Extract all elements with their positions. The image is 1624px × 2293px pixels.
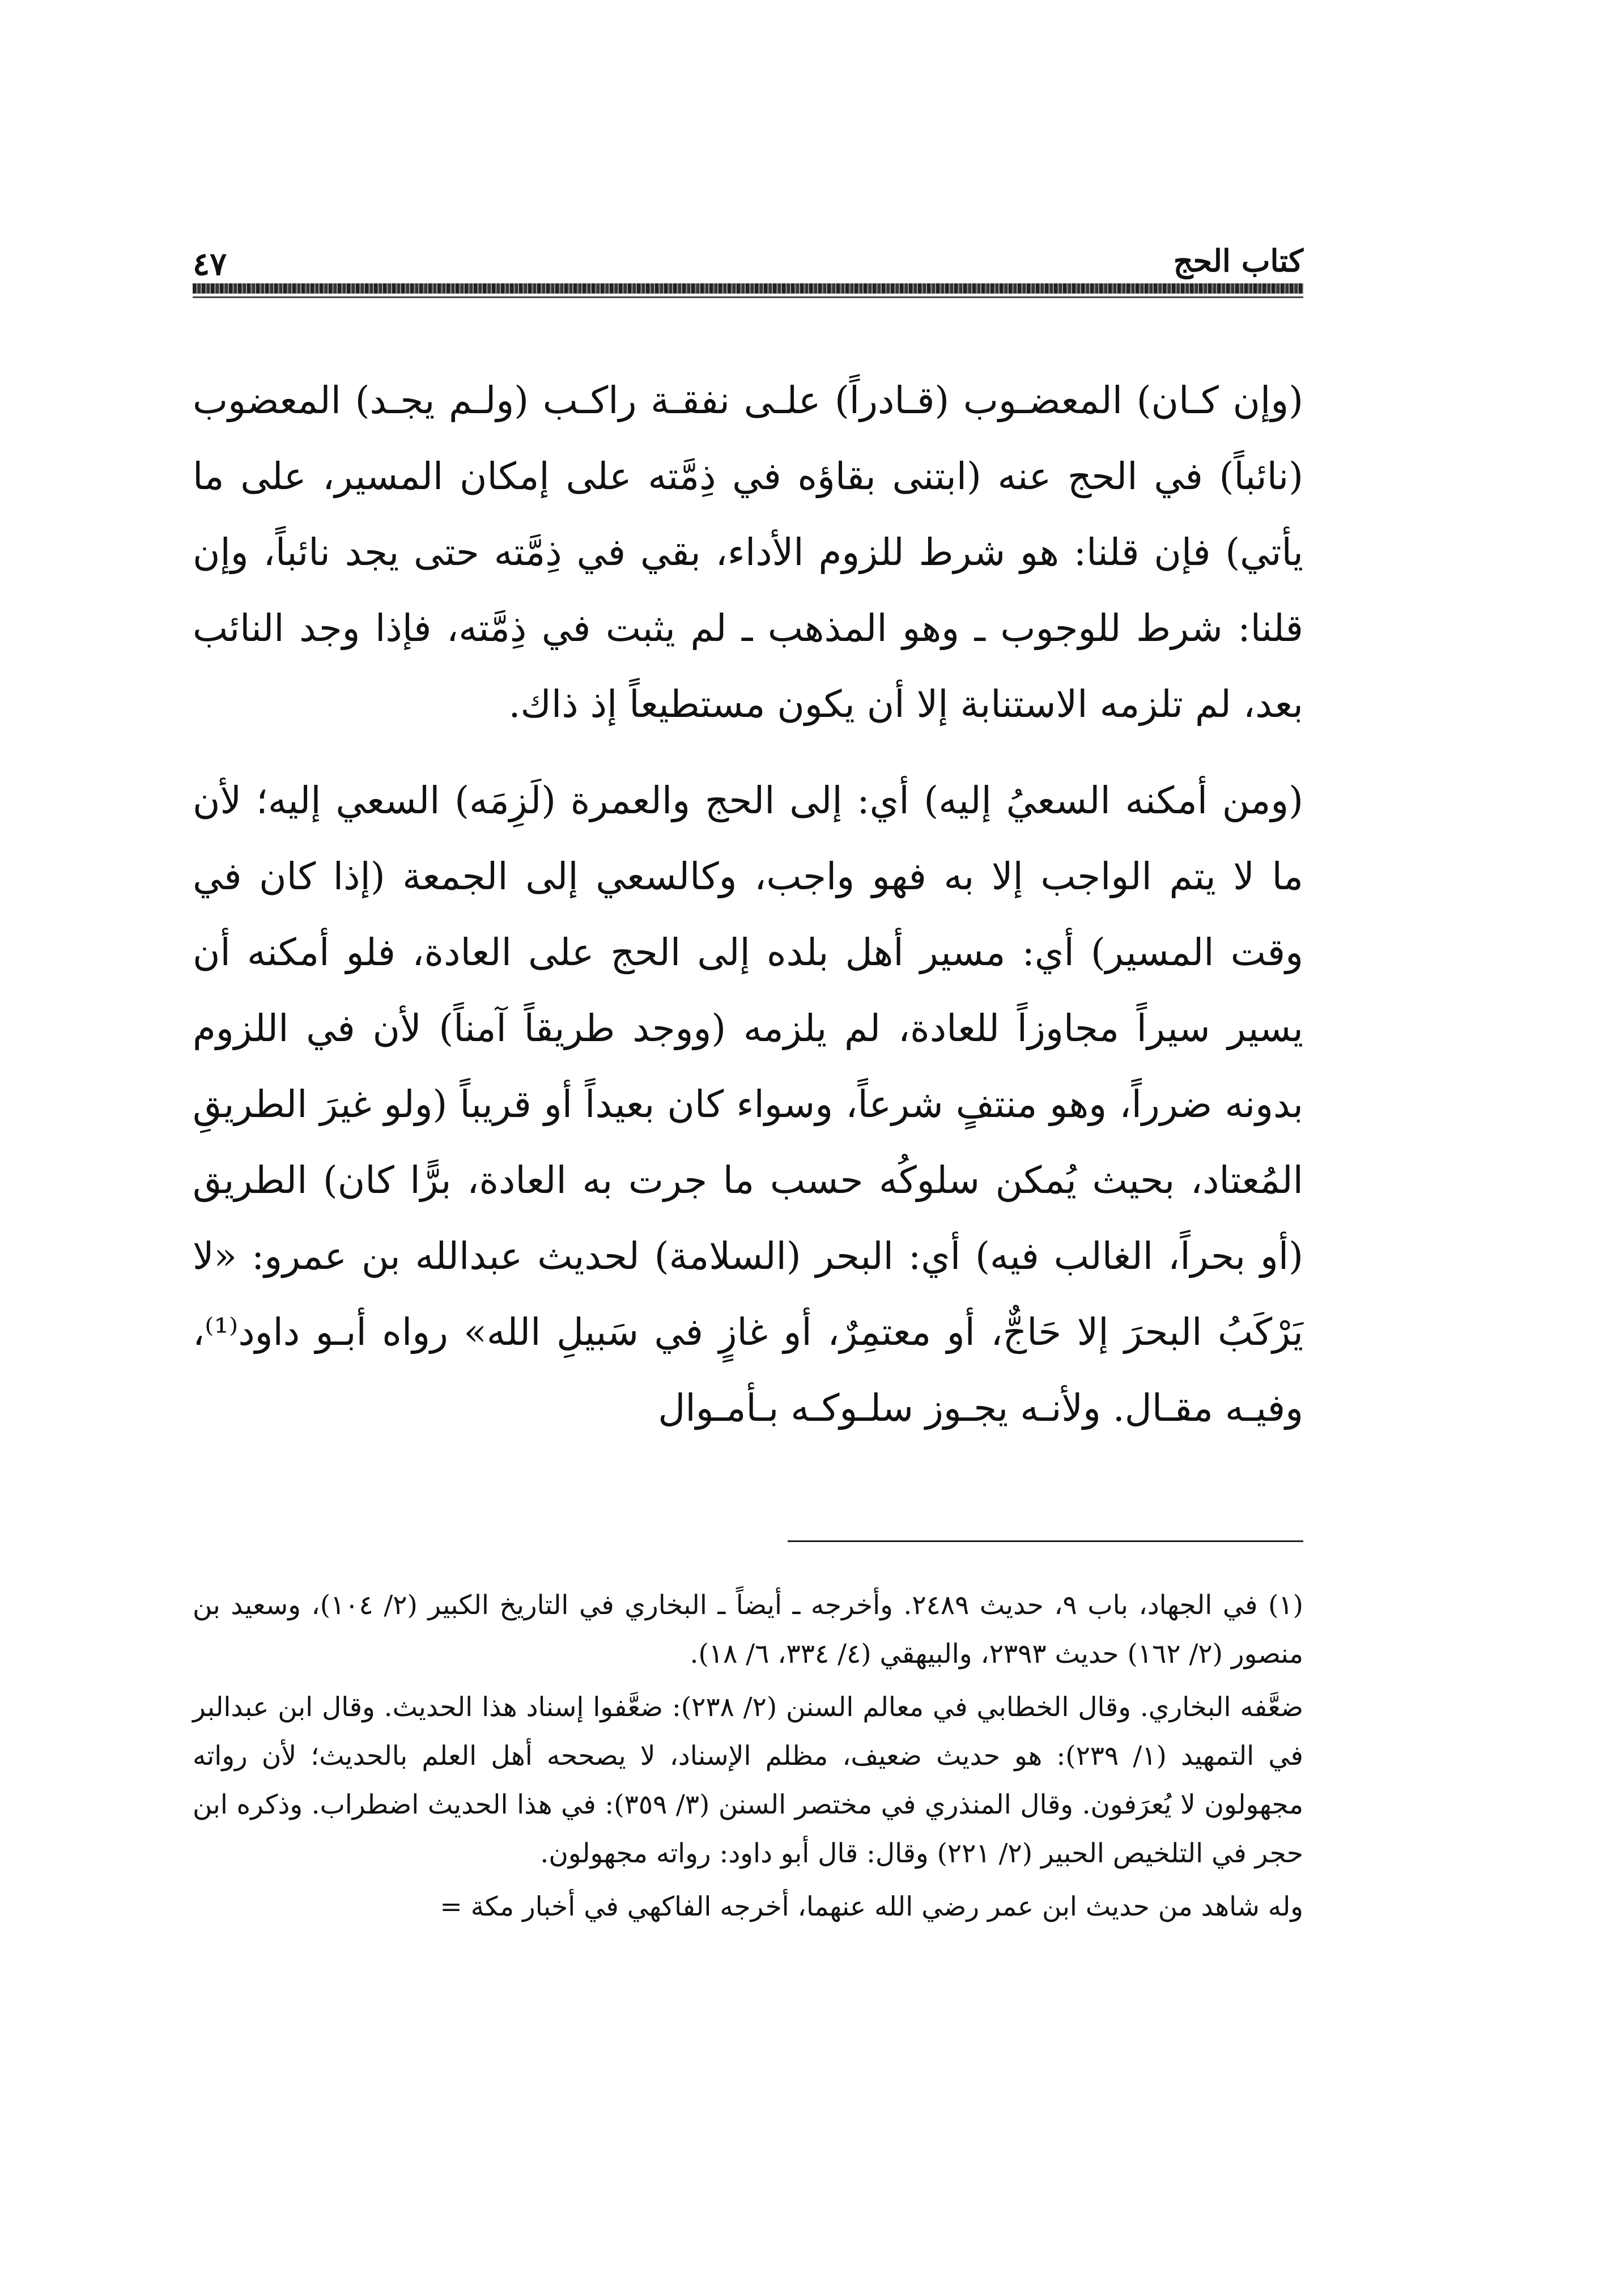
paragraph: (ومن أمكنه السعيُ إليه) أي: إلى الحج والعمرة (لَزِمَه) السعي إليه؛ لأن ما لا يتم الواجب إلا به فهو واجب، وكالسعي إلى الجمعة (إذا كان في وقت المسير) أي: مسير أهل بلده إلى الحج على العادة، فلو أمكنه أن يسير سيراً مجاوزاً للعادة، لم يلزمه (ووجد طريقاً آمناً) لأن في اللزوم بدونه ضرراً، وهو منتفٍ شرعاً، وسواء كان بعيداً أو قريباً (ولو غيرَ الطريقِ المُعتاد، بحيث يُمكن سلوكُه حسب ما جرت به العادة، برًّا كان) الطريق (أو بحراً، الغالب فيه) أي: البحر (السلامة) لحديث عبدالله بن عمرو: «لا يَرْكَبُ البحرَ إلا حَاجٌّ، أو معتمِرٌ، أو غازٍ في سَبيلِ الله» رواه أبـو داود⁽¹⁾، وفيـه مقـال. ولأنـه يجـوز سلـوكـه بـأمـوال [193, 779, 1303, 1430]
footnote: ضعَّفه البخاري. وقال الخطابي في معالم السنن (٢/ ٢٣٨): ضعَّفوا إسناد هذا الحديث. وقال ابن عبدالبر في التمهيد (١/ ٢٣٩): هو حديث ضعيف، مظلم الإسناد، لا يصححه أهل العلم بالحديث؛ لأن رواته مجهولون لا يُعرَفون. وقال المنذري في مختصر السنن (٣/ ٣٥٩): في هذا الحديث اضطراب. وذكره ابن حجر في التلخيص الحبير (٢/ ٢٢١) وقال: قال أبو داود: رواته مجهولون. [193, 1692, 1304, 1869]
footnotes [193, 1581, 1303, 1931]
page-number: ٤٧ [193, 245, 227, 283]
page-header [193, 238, 1303, 289]
header-rule [193, 283, 1303, 294]
footnote: وله شاهد من حديث ابن عمر رضي الله عنهما، أخرجه الفاكهي في أخبار مكة = [440, 1891, 1303, 1922]
running-title: كتاب الحج [1173, 243, 1303, 279]
footnote-separator [788, 1540, 1303, 1542]
paragraph: (وإن كـان) المعضـوب (قـادراً) علـى نفقـة راكـب (ولـم يجـد) المعضوب (نائباً) في الحج عنه (ابتنى بقاؤه في ذِمَّته على إمكان المسير، على ما يأتي) فإن قلنا: هو شرط للزوم الأداء، بقي في ذِمَّته حتى يجد نائباً، وإن قلنا: شرط للوجوب ـ وهو المذهب ـ لم يثبت في ذِمَّته، فإذا وجد النائب بعد، لم تلزمه الاستنابة إلا أن يكون مستطيعاً إذ ذاك. [193, 379, 1303, 726]
footnote: (١) في الجهاد، باب ٩، حديث ٢٤٨٩. وأخرجه ـ أيضاً ـ البخاري في التاريخ الكبير (٢/ ١٠٤)، وسعيد بن منصور (٢/ ١٦٢) حديث ٢٣٩٣، والبيهقي (٤/ ٣٣٤، ٦/ ١٨). [193, 1590, 1303, 1670]
main-text [193, 363, 1303, 1446]
